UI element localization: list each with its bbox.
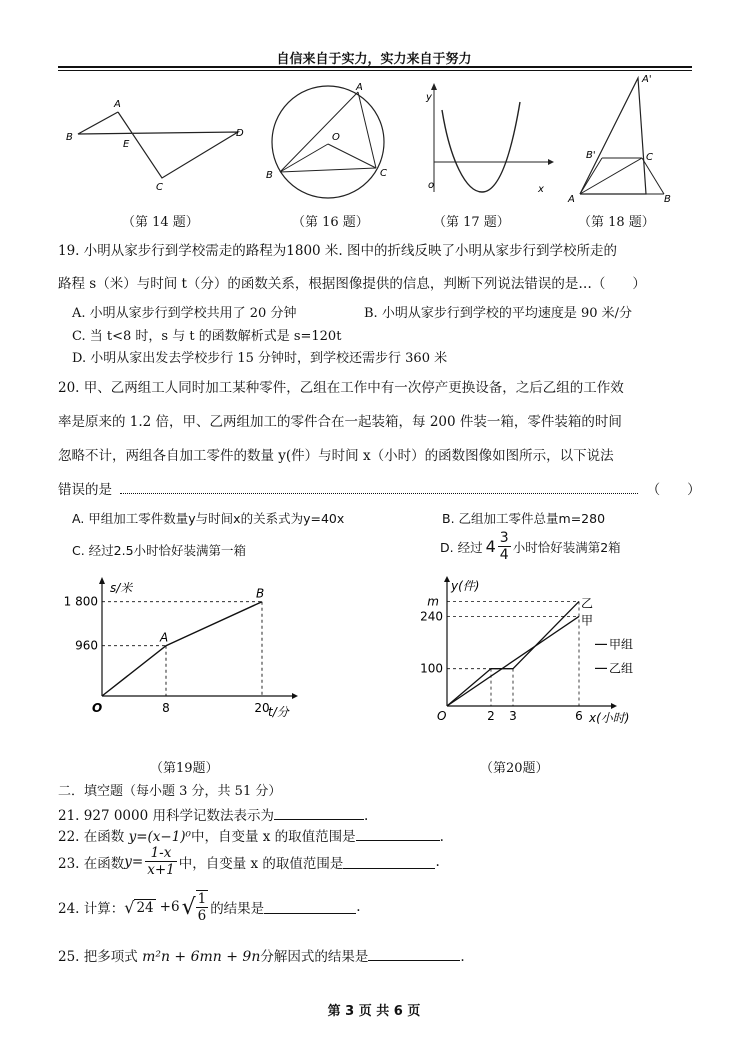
q20-stem-line1: 20. 甲、乙两组工人同时加工某种零件，乙组在工作中有一次停产更换设备，之后乙组的工作效 — [58, 380, 624, 396]
figure-17 — [420, 80, 555, 200]
q23-fraction — [145, 845, 177, 878]
q20-stem-line4 — [58, 478, 701, 498]
x-axis-arrow — [611, 703, 617, 709]
origin-label: O — [437, 709, 447, 723]
section2-title: 二．填空题（每小题 3 分，共 51 分） — [58, 784, 282, 799]
q19-option-d: D. 小明从家出发去学校步行 15 分钟时，到学校还需步行 360 米 — [72, 351, 448, 366]
caption-fig14: （第 14 题） — [122, 215, 199, 230]
sqrt-sign: √ — [181, 894, 196, 920]
fig18-label: A — [568, 194, 575, 205]
q25-answer-blank[interactable] — [368, 947, 460, 961]
sqrt-sign: √ — [124, 897, 135, 917]
series-end-label: 甲 — [581, 613, 594, 628]
fraction-numerator: 3 — [499, 530, 509, 546]
q24-fraction — [196, 890, 209, 924]
q23-end: . — [435, 853, 440, 870]
caption-fig17: （第 17 题） — [433, 215, 510, 230]
q20-option-a: A. 甲组加工零件数量y与时间x的关系式为y=40x — [72, 511, 345, 526]
caption-fig18: （第 18 题） — [578, 215, 655, 230]
y-tick-label: m — [427, 594, 439, 609]
q25-post: 分解因式的结果是 — [260, 949, 369, 965]
legend-label: 乙组 — [609, 661, 634, 676]
page-footer: 第 3 页 共 6 页 — [327, 1004, 421, 1019]
y-tick-label: 960 — [75, 638, 98, 653]
fraction-numerator: 1 — [197, 891, 207, 907]
q24-pre: 24. 计算： — [58, 901, 125, 917]
fig14-label: E — [123, 139, 130, 150]
q20-stem-line3: 忽略不计，两组各自加工零件的数量 y(件）与时间 x（小时）的函数图像如图所示，以下说法 — [58, 448, 614, 464]
q23 — [58, 845, 440, 878]
series-end-label: 乙 — [581, 596, 594, 611]
figure-16 — [262, 78, 402, 208]
q20-option-d-fraction — [498, 530, 511, 563]
x-axis-label: t/分 — [268, 705, 289, 719]
q20-answer-paren: （ ） — [646, 482, 701, 498]
q21-end: . — [363, 808, 369, 824]
q20-option-b: B. 乙组加工零件总量m=280 — [442, 511, 606, 526]
fig14-label: D — [236, 128, 244, 139]
q20-option-d-post: 小时恰好装满第2箱 — [512, 539, 621, 555]
y-axis-label: s/米 — [110, 581, 133, 595]
x-tick-label: 2 — [487, 709, 495, 723]
q25 — [58, 945, 465, 965]
caption-fig19: （第19题） — [150, 761, 219, 776]
fig16-label: B — [266, 170, 273, 181]
q23-pre: 23. 在函数 — [58, 855, 125, 872]
fig18-label: C — [646, 152, 653, 163]
fig18-label: B' — [586, 150, 596, 161]
q20-stem-line4-text: 错误的是 — [58, 482, 112, 498]
fig16-label: O — [332, 132, 340, 143]
q22-post: 中，自变量 x 的取值范围是 — [190, 829, 356, 845]
q20-option-d — [440, 530, 621, 563]
q21 — [58, 804, 368, 824]
origin-label: O — [92, 701, 103, 715]
series-line-jia — [447, 616, 579, 706]
q24-mid: +6 — [159, 899, 180, 915]
fraction-numerator: 1-x — [145, 845, 177, 862]
fig17-label: y — [426, 92, 432, 103]
fig17-label: o — [428, 180, 435, 191]
q25-pre: 25. 把多项式 — [58, 949, 143, 965]
y-tick-label: 1 800 — [63, 594, 98, 609]
fig18-label: B — [664, 194, 671, 205]
y-axis-arrow — [99, 577, 105, 584]
y-axis-arrow — [444, 576, 450, 582]
fig14-label: C — [156, 182, 163, 193]
series-line-yi — [447, 601, 579, 706]
q19-option-b: B. 小明从家步行到学校的平均速度是 90 米/分 — [364, 306, 633, 321]
q23-lhs: y= — [124, 853, 144, 870]
chart-q19 — [60, 574, 300, 744]
q21-answer-blank[interactable] — [274, 806, 364, 820]
q23-post: 中，自变量 x 的取值范围是 — [178, 855, 344, 872]
q19-stem-line2: 路程 s（米）与时间 t（分）的函数关系，根据图像提供的信息，判断下列说法错误的是…（ ） — [58, 276, 646, 292]
chart-q20 — [415, 574, 634, 744]
fraction-denominator: 4 — [499, 547, 509, 563]
q25-expr: m²n + 6mn + 9n — [142, 949, 261, 965]
fig14-label: A — [114, 99, 121, 110]
figure-18 — [562, 72, 692, 207]
q22-end: . — [439, 829, 444, 845]
q22 — [58, 825, 444, 845]
x-axis-arrow — [292, 693, 298, 699]
x-axis-label: x(小时) — [589, 711, 630, 725]
y-tick-label: 240 — [420, 609, 443, 624]
q21-text: 21. 927 0000 用科学记数法表示为 — [58, 808, 274, 824]
q22-answer-blank[interactable] — [356, 827, 440, 841]
q24 — [58, 890, 360, 924]
q19-stem-line1: 19. 小明从家步行到学校需走的路程为1800 米. 图中的折线反映了小明从家步行到学校所走的 — [58, 243, 617, 259]
fig18-label: A' — [642, 74, 652, 85]
q24-end: . — [356, 899, 361, 915]
series-line — [102, 602, 262, 696]
q22-expr: y=(x−1)⁰ — [128, 829, 191, 845]
q24-answer-blank[interactable] — [264, 900, 356, 914]
q22-pre: 22. 在函数 — [58, 829, 129, 845]
y-axis-label: y(件) — [451, 579, 480, 593]
q20-stem-line2: 率是原来的 1.2 倍，甲、乙两组加工的零件合在一起装箱，每 200 件装一箱，零件装箱的时间 — [58, 414, 622, 430]
q20-option-d-pre: D. 经过 — [440, 539, 483, 555]
header-rule — [58, 66, 692, 68]
q25-end: . — [460, 949, 465, 965]
legend-label: 甲组 — [609, 637, 634, 652]
fig16-label: A — [356, 82, 363, 93]
x-tick-label: 20 — [254, 701, 270, 715]
caption-fig20: （第20题） — [480, 761, 549, 776]
q23-answer-blank[interactable] — [343, 855, 435, 869]
header-rule-thin — [58, 70, 692, 71]
fig17-label: x — [538, 184, 544, 195]
q20-option-c: C. 经过2.5小时恰好装满第一箱 — [72, 543, 247, 558]
caption-fig16: （第 16 题） — [292, 215, 369, 230]
y-tick-label: 100 — [420, 661, 443, 676]
figure-14 — [60, 92, 250, 197]
fig16-label: C — [380, 168, 387, 179]
fraction-denominator: 6 — [197, 908, 207, 924]
q20-option-d-whole: 4 — [485, 537, 496, 556]
q19-option-c: C. 当 t<8 时，s 与 t 的函数解析式是 s=120t — [72, 329, 342, 344]
q19-option-a: A. 小明从家步行到学校共用了 20 分钟 — [72, 306, 297, 321]
fig14-label: B — [66, 132, 73, 143]
page-header: 自信来自于实力，实力来自于努力 — [276, 52, 472, 67]
x-tick-label: 3 — [509, 709, 517, 723]
q24-post: 的结果是 — [210, 901, 265, 917]
fraction-denominator: x+1 — [147, 862, 175, 878]
x-tick-label: 8 — [162, 701, 170, 715]
point-label: A — [160, 630, 169, 645]
dot-leader — [120, 483, 638, 494]
x-tick-label: 6 — [575, 709, 583, 723]
q24-radicand: 24 — [136, 899, 154, 916]
point-label: B — [256, 586, 265, 601]
